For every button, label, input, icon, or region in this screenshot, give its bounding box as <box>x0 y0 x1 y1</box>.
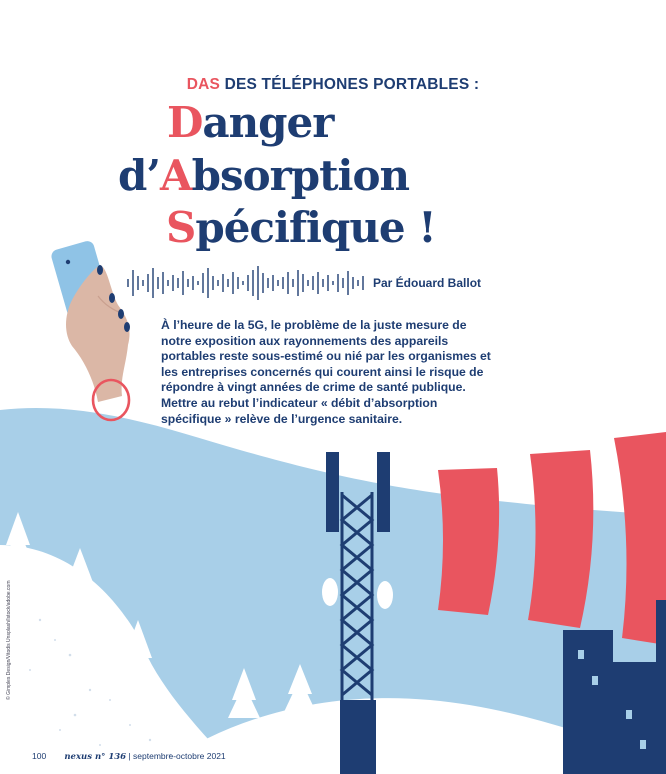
photo-credit: © Gimples Design/Vitodis Unsplash/Istock/adobe.com <box>6 580 12 700</box>
audio-waveform <box>128 266 363 300</box>
title-initial-a: A <box>160 151 192 200</box>
title-line-2-pre: d’ <box>118 151 160 200</box>
title-line-2-rest: bsorption <box>191 151 410 200</box>
lead-paragraph: À l’heure de la 5G, le problème de la juste mesure de notre exposition aux rayonnements des appareils portables reste sous-estimé ou nié par les organismes et les entreprises concernés qui courent ainsi le risque de répondre à vingt années de crime de santé publique. Mettre au rebut l’indicateur « débit d’absorption spécifique » relève de l’urgence sanitaire. <box>161 318 491 426</box>
hand-holding-phone <box>50 239 130 420</box>
title-line-1 <box>167 98 334 147</box>
kicker-text: DES TÉLÉPHONES PORTABLES : <box>220 76 480 93</box>
title-line-1-rest: anger <box>202 98 334 147</box>
page-footer <box>32 751 226 762</box>
byline: Par Édouard Ballot <box>373 276 482 290</box>
title-initial-s: S <box>166 203 196 252</box>
title-line-3-rest: pécifique ! <box>195 203 436 252</box>
kicker-accent: DAS <box>186 76 221 93</box>
title-line-3 <box>166 203 436 252</box>
radio-waves <box>438 432 666 645</box>
title-line-2 <box>118 151 410 200</box>
magazine-name: nexus n° 136 <box>64 752 127 762</box>
issue-date: | septembre-octobre 2021 <box>128 751 226 761</box>
kicker <box>0 76 666 94</box>
page-number: 100 <box>32 751 47 761</box>
title-initial-d: D <box>167 98 203 147</box>
